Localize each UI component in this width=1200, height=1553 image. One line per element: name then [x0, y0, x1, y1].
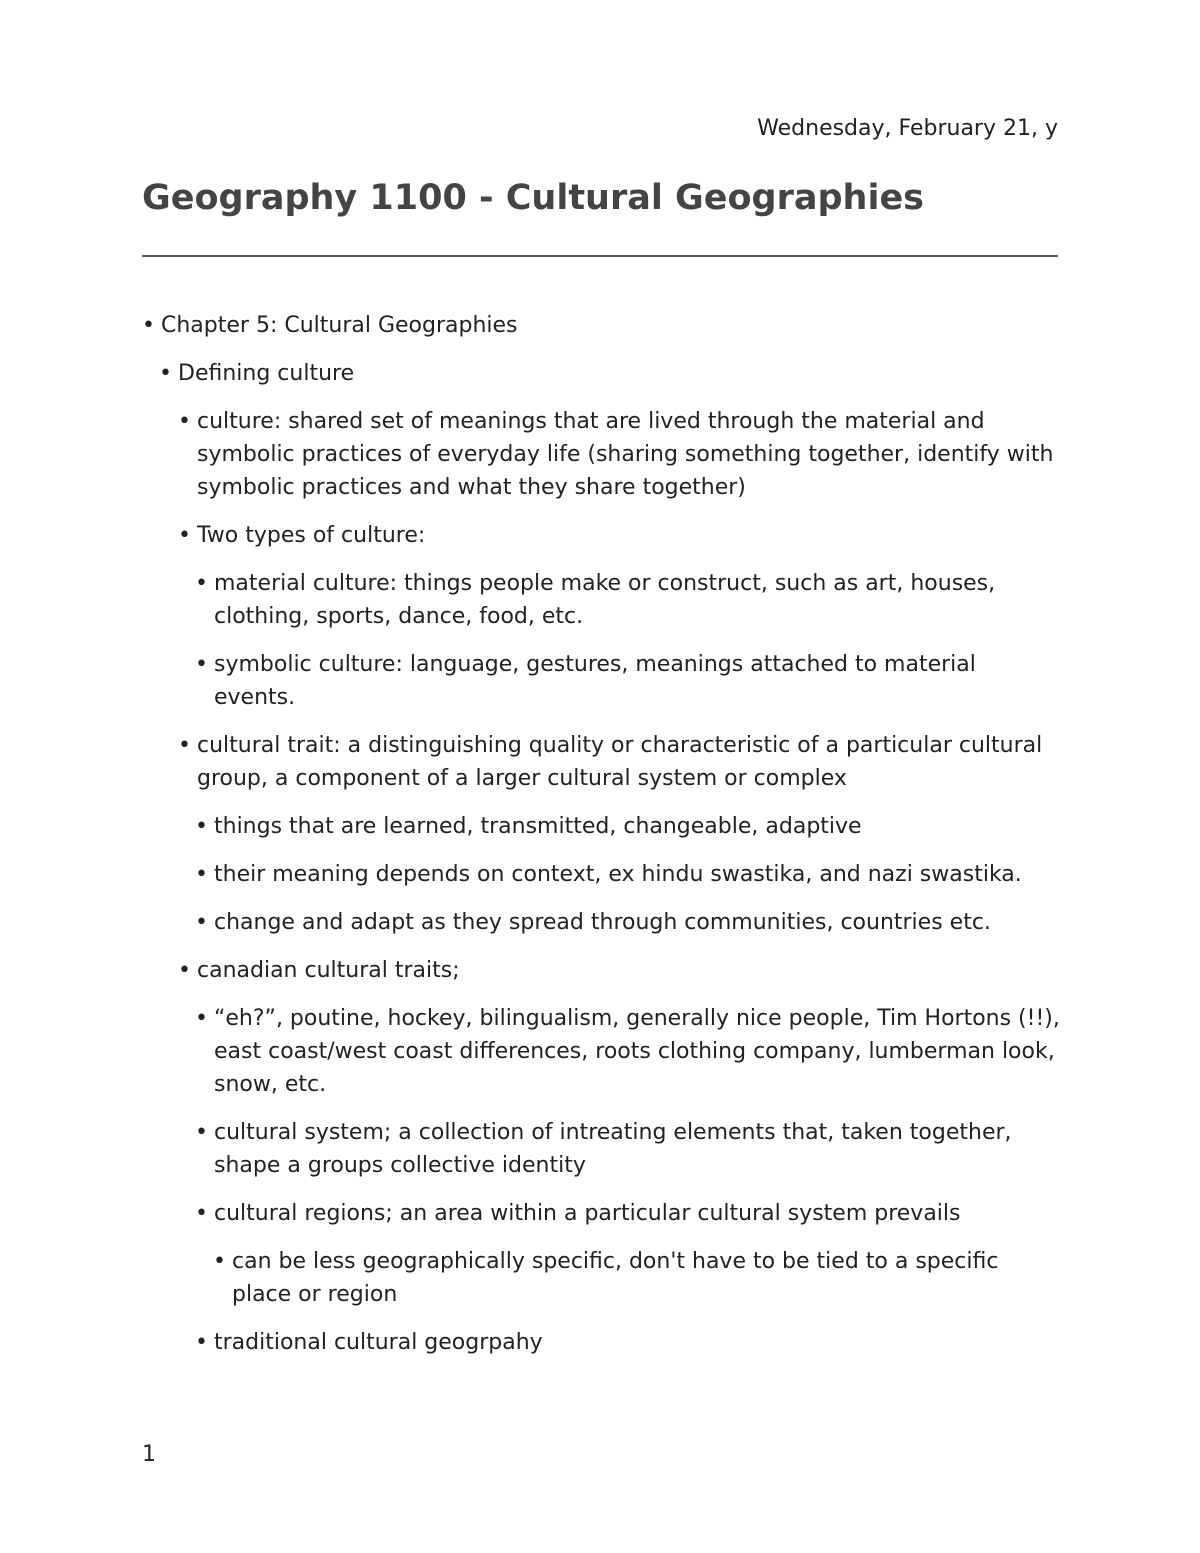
bullet-icon: •: [195, 1330, 208, 1355]
outline-item-text: Two types of culture:: [197, 523, 426, 548]
outline-item-text: things that are learned, transmitted, changeable, adaptive: [214, 814, 862, 839]
outline-item: [142, 906, 1062, 939]
bullet-icon: •: [213, 1249, 226, 1274]
outline-item-text: Chapter 5: Cultural Geographies: [161, 313, 518, 338]
outline-item: [142, 1197, 1062, 1230]
outline-item-text: “eh?”, poutine, hockey, bilingualism, generally nice people, Tim Hortons (!!), east coast/west coast differences, roots clothing company, lumberman look, snow, etc.: [214, 1006, 1060, 1097]
outline-item: [142, 810, 1062, 843]
title-divider: [142, 255, 1058, 257]
outline-item: [142, 1326, 1062, 1359]
outline-item: [142, 648, 1062, 714]
outline-item: [142, 309, 1062, 342]
bullet-icon: •: [195, 1201, 208, 1226]
outline-item: [142, 405, 1062, 504]
outline-item-text: material culture: things people make or construct, such as art, houses, clothing, sports, dance, food, etc.: [214, 571, 996, 629]
outline-item: [142, 729, 1062, 795]
outline-item-text: can be less geographically specific, don't have to be tied to a specific place or region: [232, 1249, 999, 1307]
bullet-icon: •: [178, 409, 191, 434]
bullet-icon: •: [178, 733, 191, 758]
outline-item-text: traditional cultural geogrpahy: [214, 1330, 543, 1355]
outline-item-text: their meaning depends on context, ex hindu swastika, and nazi swastika.: [214, 862, 1022, 887]
bullet-icon: •: [195, 1120, 208, 1145]
outline-item-text: symbolic culture: language, gestures, meanings attached to material events.: [214, 652, 976, 710]
outline-item-text: culture: shared set of meanings that are lived through the material and symbolic practices of everyday life (sharing something together, identify with symbolic practices and what they share together): [197, 409, 1054, 500]
document-title: Geography 1100 - Cultural Geographies: [142, 178, 925, 218]
bullet-icon: •: [142, 313, 155, 338]
outline-item-text: cultural regions; an area within a particular cultural system prevails: [214, 1201, 961, 1226]
bullet-icon: •: [195, 1006, 208, 1031]
notes-outline: [142, 309, 1062, 1374]
document-date: Wednesday, February 21, y: [757, 116, 1058, 141]
outline-item: [142, 954, 1062, 987]
bullet-icon: •: [195, 910, 208, 935]
outline-item-text: cultural system; a collection of intreating elements that, taken together, shape a groups collective identity: [214, 1120, 1012, 1178]
outline-item: [142, 519, 1062, 552]
outline-item: [142, 357, 1062, 390]
bullet-icon: •: [195, 862, 208, 887]
outline-item: [142, 1116, 1062, 1182]
bullet-icon: •: [195, 571, 208, 596]
outline-item-text: canadian cultural traits;: [197, 958, 460, 983]
bullet-icon: •: [195, 652, 208, 677]
outline-item: [142, 1245, 1062, 1311]
bullet-icon: •: [159, 361, 172, 386]
outline-item-text: cultural trait: a distinguishing quality or characteristic of a particular cultural group, a component of a larger cultural system or complex: [197, 733, 1043, 791]
outline-item: [142, 1002, 1062, 1101]
outline-item: [142, 858, 1062, 891]
outline-item-text: Defining culture: [178, 361, 355, 386]
bullet-icon: •: [178, 958, 191, 983]
outline-item: [142, 567, 1062, 633]
bullet-icon: •: [178, 523, 191, 548]
bullet-icon: •: [195, 814, 208, 839]
outline-item-text: change and adapt as they spread through communities, countries etc.: [214, 910, 991, 935]
page-number: 1: [142, 1442, 156, 1467]
